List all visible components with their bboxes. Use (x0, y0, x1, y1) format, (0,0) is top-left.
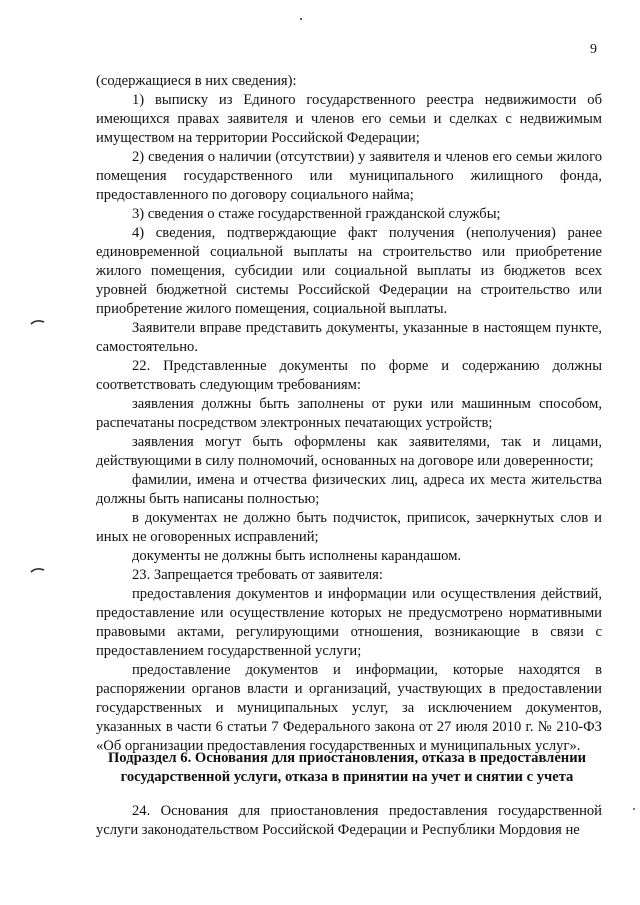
paragraph: предоставление документов и информации, которые находятся в распоряжении органов власти и организаций, участвующих в предоставлении государственных и муниципальных услуг, за исключением документов, указанных в части 6 статьи 7 Федерального закона от 27 июля 2010 г. № 210-ФЗ «Об организации предоставления государственных и муниципальных услуг». (96, 662, 602, 754)
paragraph: 4) сведения, подтверждающие факт получения (неполучения) ранее единовременной социальной выплаты на строительство или приобретение жилого помещения, субсидии или социальной выплаты из бюджетов всех уровней бюджетной системы Российской Федерации на строительство или приобретение жилого помещения, социальной выплаты. (96, 225, 602, 317)
paragraph: 3) сведения о стаже государственной гражданской службы; (132, 206, 501, 222)
heading-line: Подраздел 6. Основания для приостановления, отказа в предоставлении (107, 750, 587, 766)
subsection-heading (86, 749, 608, 787)
heading-line: государственной услуги, отказа в принятии на учет и снятии с учета (120, 769, 574, 785)
paragraph: (содержащиеся в них сведения): (96, 73, 297, 89)
paragraph: 24. Основания для приостановления предоставления государственной услуги законодательством Российской Федерации и Республики Мордовия не (96, 803, 602, 838)
paragraph: 2) сведения о наличии (отсутствии) у заявителя и членов его семьи жилого помещения государственного или муниципального жилищного фонда, предоставленного по договору социального найма; (96, 149, 602, 203)
paragraph: заявления должны быть заполнены от руки или машинным способом, распечатаны посредством электронных печатающих устройств; (96, 396, 602, 431)
paragraph: в документах не должно быть подчисток, приписок, зачеркнутых слов и иных не оговоренных исправлений; (96, 510, 602, 545)
paragraph: 22. Представленные документы по форме и содержанию должны соответствовать следующим требованиям: (96, 358, 602, 393)
document-body (96, 72, 602, 756)
paragraph: документы не должны быть исполнены карандашом. (132, 548, 462, 564)
paragraph: заявления могут быть оформлены как заявителями, так и лицами, действующими в силу полномочий, основанных на договоре или доверенности; (96, 434, 602, 469)
paragraph: Заявители вправе представить документы, указанные в настоящем пункте, самостоятельно. (96, 320, 602, 355)
margin-hole-mark (30, 318, 46, 326)
page-number: 9 (590, 42, 597, 57)
paragraph: 23. Запрещается требовать от заявителя: (132, 567, 383, 583)
top-center-dot (300, 18, 302, 20)
document-body-continued (96, 802, 602, 840)
paragraph: 1) выписку из Единого государственного реестра недвижимости об имеющихся правах заявителя и членов его семьи и сделках с недвижимым имуществом на территории Российской Федерации; (96, 92, 602, 146)
paragraph: предоставления документов и информации или осуществления действий, предоставление или осуществление которых не предусмотрено нормативными правовыми актами, регулирующими отношения, возникающие в связи с предоставлением государственной услуги; (96, 586, 602, 659)
margin-hole-mark (30, 566, 46, 574)
right-edge-dot (633, 808, 635, 810)
paragraph: фамилии, имена и отчества физических лиц, адреса их места жительства должны быть написаны полностью; (96, 472, 602, 507)
